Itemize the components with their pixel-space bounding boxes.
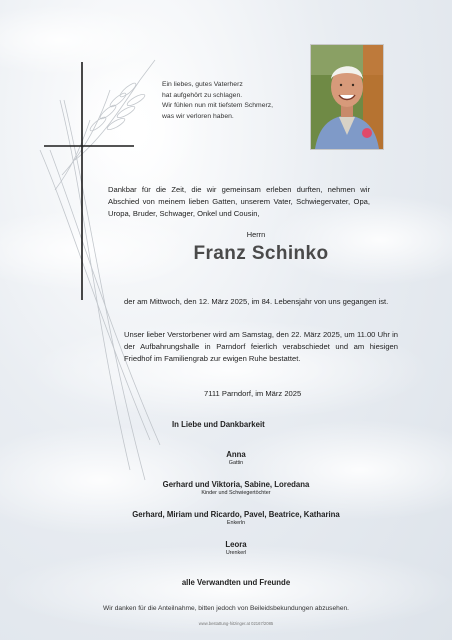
mourner-group (0, 480, 452, 497)
mourner-group (0, 540, 452, 557)
relatives-line: alle Verwandten und Freunde (181, 578, 291, 587)
closing-phrase: In Liebe und Dankbarkeit (172, 420, 265, 429)
place-date: 7111 Parndorf, im März 2025 (204, 389, 302, 398)
portrait-photo (310, 44, 384, 150)
poem-line: hat aufgehört zu schlagen. (162, 91, 243, 99)
mourner-role: Urenkerl (225, 550, 247, 556)
mourner-role: Gattin (228, 460, 244, 466)
passing-text: der am Mittwoch, den 12. März 2025, im 84. Lebensjahr von uns gegangen ist. (124, 297, 389, 306)
thanks-note: Wir danken für die Anteilnahme, bitten jedoch von Beileidsbekundungen abzusehen. (103, 605, 349, 612)
mourner-names: Anna (226, 450, 246, 459)
poem-line: Wir fühlen nun mit tiefstem Schmerz, (162, 102, 274, 109)
mourner-role: Kinder und Schwiegertöchter (201, 490, 271, 496)
funeral-text: Unser lieber Verstorbener wird am Samstag, den 22. März 2025, um 11.00 Uhr in der Aufbahrungshalle in Parndorf feierlich verabschiedet und am hiesigen Friedhof im Familiengrab zur ewigen Ruhe bestattet. (124, 330, 398, 363)
salutation: Herrn (246, 230, 266, 239)
intro-text: Dankbar für die Zeit, die wir gemeinsam erleben durften, nehmen wir Abschied von meinem lieben Gatten, unserem Vater, Schwiegervater, Opa, Uropa, Bruder, Schwager, Onkel und Cousin, (108, 185, 370, 218)
mourner-names: Gerhard und Viktoria, Sabine, Loredana (162, 480, 310, 489)
poem-line: was wir verloren haben. (162, 112, 234, 120)
deceased-name: Franz Schinko (193, 243, 329, 264)
footer-credit: www.bestattung-hitzinger.at 02167/2085 (198, 621, 274, 626)
mourner-names: Gerhard, Miriam und Ricardo, Pavel, Beatrice, Katharina (132, 510, 340, 519)
poem-line: Ein liebes, gutes Vaterherz (162, 81, 243, 88)
mourner-group (0, 450, 452, 467)
poem (162, 80, 322, 122)
mourner-role: Enkerln (226, 520, 246, 526)
mourner-names: Leora (225, 540, 247, 549)
mourner-group (0, 510, 452, 527)
